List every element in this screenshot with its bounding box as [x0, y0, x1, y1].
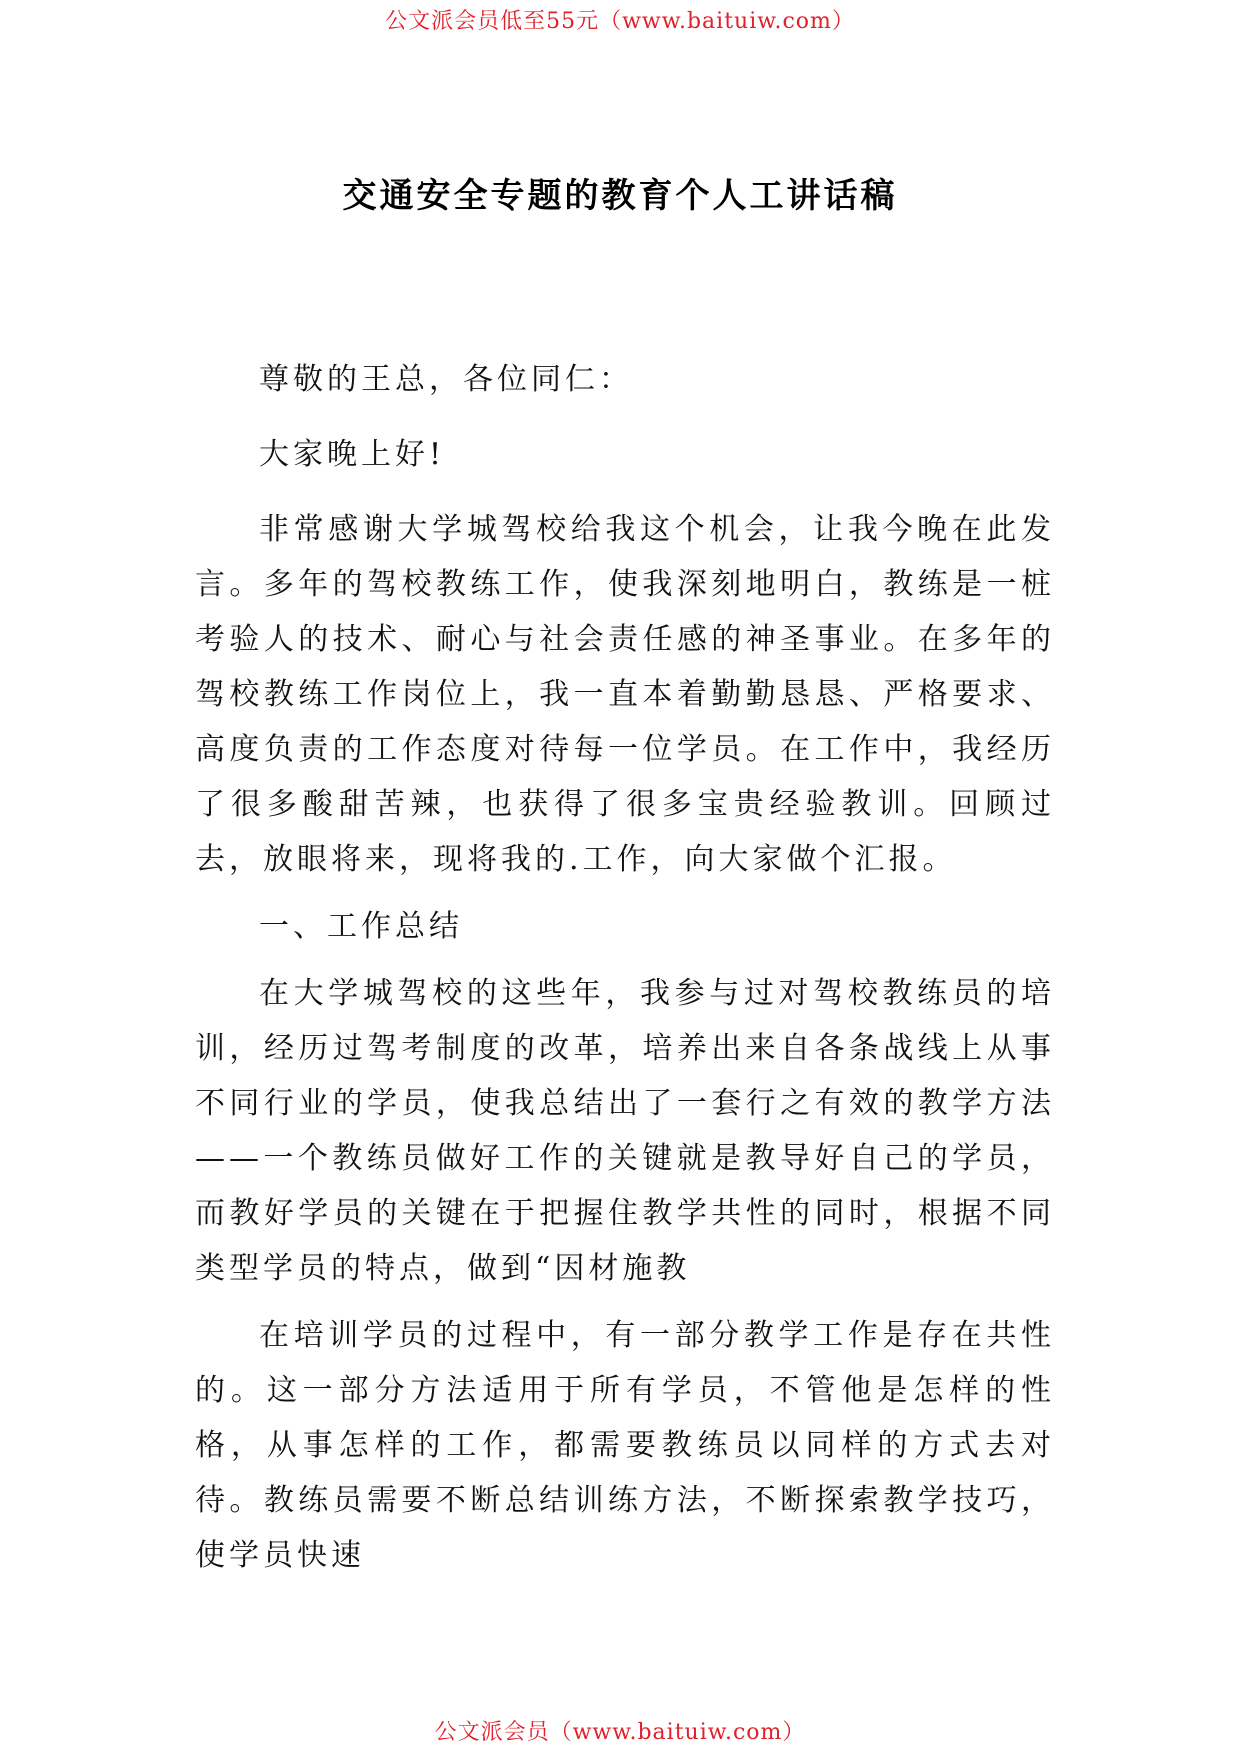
footer-watermark[interactable]: 公文派会员（www.baituiw.com） — [434, 1720, 806, 1745]
intro-paragraph: 非常感谢大学城驾校给我这个机会，让我今晚在此发言。多年的驾校教练工作，使我深刻地明白，教练是一桩考验人的技术、耐心与社会责任感的神圣事业。在多年的驾校教练工作岗位上，我一直本着勤勤恳恳、严格要求、高度负责的工作态度对待每一位学员。在工作中，我经历了很多酸甜苦辣，也获得了很多宝贵经验教训。回顾过去，放眼将来，现将我的.工作，向大家做个汇报。 — [195, 512, 1055, 877]
salutation: 尊敬的王总，各位同仁： — [259, 362, 633, 397]
document-title: 交通安全专题的教育个人工讲话稿 — [342, 176, 898, 216]
work-summary-paragraph: 在大学城驾校的这些年，我参与过对驾校教练员的培训，经历过驾考制度的改革，培养出来自各条战线上从事不同行业的学员，使我总结出了一套行之有效的教学方法——一个教练员做好工作的关键就是教导好自己的学员，而教好学员的关键在于把握住教学共性的同时，根据不同类型学员的特点，做到“因材施教 — [195, 976, 1055, 1286]
header-watermark[interactable]: 公文派会员低至55元（www.baituiw.com） — [385, 9, 855, 34]
teaching-paragraph: 在培训学员的过程中，有一部分教学工作是存在共性的。这一部分方法适用于所有学员，不管他是怎样的性格，从事怎样的工作，都需要教练员以同样的方式去对待。教练员需要不断总结训练方法，不断探索教学技巧，使学员快速 — [195, 1318, 1055, 1573]
greeting: 大家晚上好! — [259, 437, 446, 472]
section-heading: 一、工作总结 — [259, 909, 463, 944]
document-body — [195, 352, 1055, 1583]
